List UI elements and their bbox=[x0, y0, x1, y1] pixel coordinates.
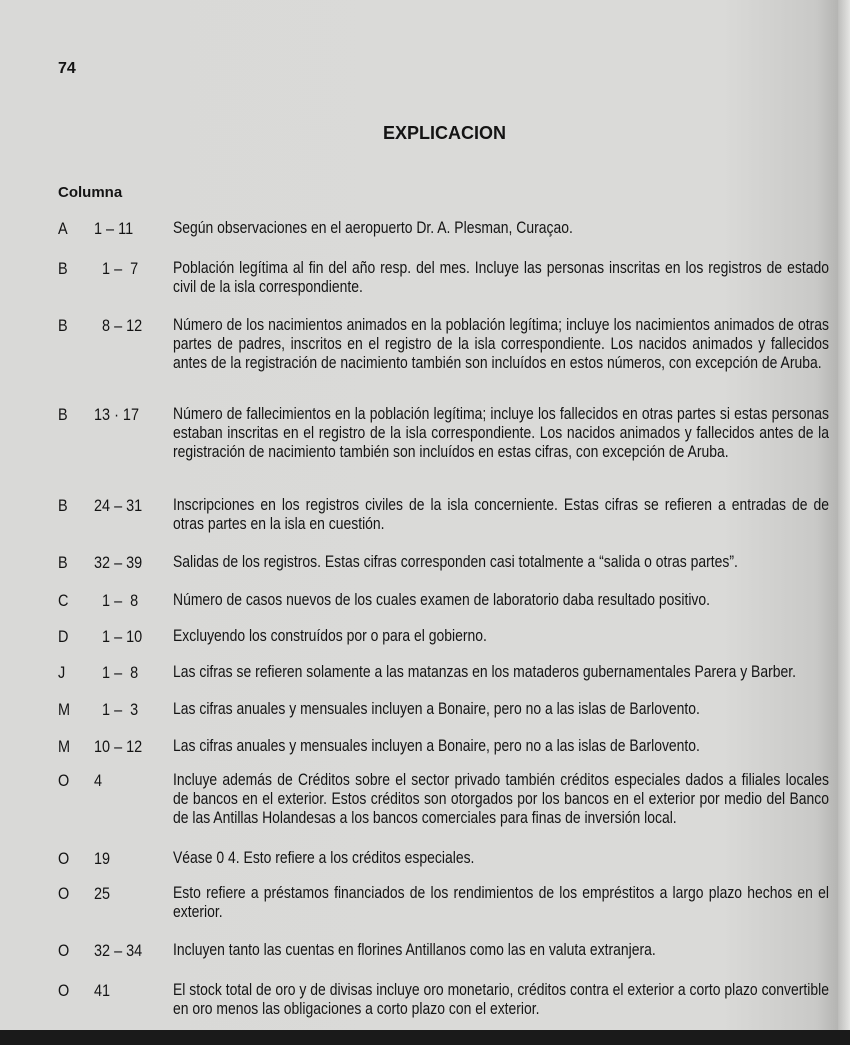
entry-range: 1 – 11 bbox=[94, 219, 134, 238]
entry-range: 24 – 31 bbox=[94, 496, 143, 515]
entry-text: Incluyen tanto las cuentas en florines Antillanos como las en valuta extranjera. bbox=[173, 940, 656, 959]
entry-text: Las cifras se refieren solamente a las matanzas en los mataderos gubernamentales Parera y Barber. bbox=[173, 662, 796, 681]
entry-code: D bbox=[58, 627, 69, 646]
book-spine bbox=[838, 0, 850, 1030]
entry-text: Número de casos nuevos de los cuales examen de laboratorio daba resultado positivo. bbox=[173, 590, 711, 609]
entry-text: Población legítima al fin del año resp. del mes. Incluye las personas inscritas en los registros de estado civil de la isla correspondiente. bbox=[173, 258, 829, 296]
page-number: 74 bbox=[58, 60, 76, 77]
entry-range: 32 – 34 bbox=[94, 941, 143, 960]
entry-code: J bbox=[58, 663, 66, 682]
entry-text: Inscripciones en los registros civiles de la isla concerniente. Estas cifras se refieren a entradas de de otras partes en la isla en cuestión. bbox=[173, 495, 829, 533]
entry-code: A bbox=[58, 219, 68, 238]
entry-code: B bbox=[58, 553, 68, 572]
entry-range: 1 – 10 bbox=[94, 627, 143, 646]
entry-range: 10 – 12 bbox=[94, 737, 143, 756]
entry-range: 19 bbox=[94, 849, 111, 868]
entry-text: Las cifras anuales y mensuales incluyen a Bonaire, pero no a las islas de Barlovento. bbox=[173, 699, 700, 718]
entry-range: 1 – 8 bbox=[94, 663, 139, 682]
entry-text: Incluye además de Créditos sobre el sector privado también créditos especiales dados a filiales locales de bancos en el exterior. Estos créditos son otorgados por los bancos en el exterior por medio del Banco de las Antillas Holandesas a los bancos comerciales para finas de inversión local. bbox=[173, 770, 829, 827]
entry-text: Las cifras anuales y mensuales incluyen a Bonaire, pero no a las islas de Barlovento. bbox=[173, 736, 700, 755]
entry-range: 41 bbox=[94, 981, 111, 1000]
entry-range: 25 bbox=[94, 884, 111, 903]
entry-text: Número de los nacimientos animados en la población legítima; incluye los nacimientos animados de otras partes de padres, inscritos en el registro de la isla correspondiente. Los nacidos animados y fallecidos antes de la registración de nacimiento también son incluídos en estos números, con excepción de Aruba. bbox=[173, 315, 829, 372]
entry-code: O bbox=[58, 884, 70, 903]
page-title: EXPLICACION bbox=[383, 123, 507, 143]
entry-code: O bbox=[58, 771, 70, 790]
entry-text: Según observaciones en el aeropuerto Dr. A. Plesman, Curaçao. bbox=[173, 218, 573, 237]
entry-code: M bbox=[58, 737, 71, 756]
entry-code: O bbox=[58, 941, 70, 960]
entry-text: Véase 0 4. Esto refiere a los créditos especiales. bbox=[173, 848, 475, 867]
page-bottom-edge bbox=[0, 1030, 850, 1045]
entry-range: 1 – 7 bbox=[94, 259, 139, 278]
entry-range: 13 · 17 bbox=[94, 405, 139, 424]
entry-code: M bbox=[58, 700, 71, 719]
entry-range: 32 – 39 bbox=[94, 553, 143, 572]
entry-text: Esto refiere a préstamos financiados de los rendimientos de los empréstitos a largo plazo hechos en el exterior. bbox=[173, 883, 829, 921]
entry-code: O bbox=[58, 849, 70, 868]
entry-text: El stock total de oro y de divisas incluye oro monetario, créditos contra el exterior a corto plazo convertible en oro menos las obligaciones a corto plazo con el exterior. bbox=[173, 980, 829, 1018]
entry-range: 4 bbox=[94, 771, 103, 790]
entry-text: Excluyendo los construídos por o para el gobierno. bbox=[173, 626, 487, 645]
entry-code: B bbox=[58, 316, 68, 335]
entry-range: 1 – 8 bbox=[94, 591, 139, 610]
entry-text: Salidas de los registros. Estas cifras corresponden casi totalmente a “salida o otras partes”. bbox=[173, 552, 738, 571]
entry-range: 8 – 12 bbox=[94, 316, 143, 335]
entry-code: B bbox=[58, 405, 68, 424]
entry-range: 1 – 3 bbox=[94, 700, 139, 719]
entry-code: B bbox=[58, 496, 68, 515]
entry-code: B bbox=[58, 259, 68, 278]
entry-code: O bbox=[58, 981, 70, 1000]
entry-code: C bbox=[58, 591, 69, 610]
column-header: Columna bbox=[58, 184, 123, 201]
entry-text: Número de fallecimientos en la población legítima; incluye los fallecidos en otras partes si estas personas estaban inscritas en el registro de la isla correspondiente. Los nacidos animados y fallecidos antes de la registración de nacimiento también son incluídos en estas cifras, con excepción de Aruba. bbox=[173, 404, 829, 461]
